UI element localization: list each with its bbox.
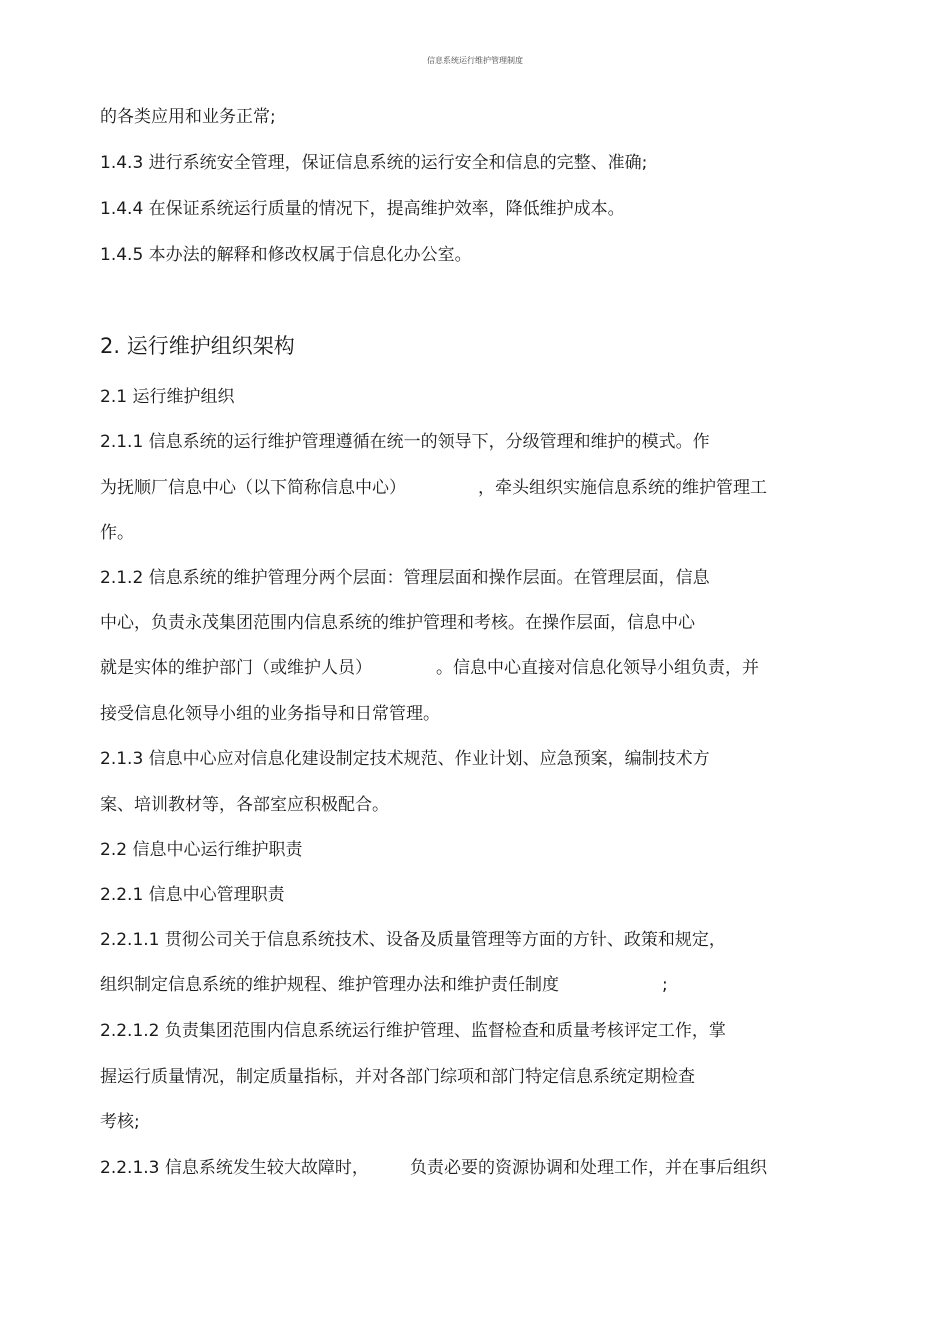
text-line: ; <box>662 975 668 995</box>
text-line: 握运行质量情况，制定质量指标，并对各部门综项和部门特定信息系统定期检查 <box>100 1067 695 1087</box>
text-line: 负责必要的资源协调和处理工作，并在事后组织 <box>410 1158 767 1178</box>
text-line: 考核; <box>100 1112 140 1132</box>
text-line: 1.4.3 进行系统安全管理，保证信息系统的运行安全和信息的完整、准确; <box>100 153 648 173</box>
text-line: 2.2.1.3 信息系统发生较大故障时， <box>100 1158 369 1178</box>
text-line: ，牵头组织实施信息系统的维护管理工 <box>478 478 767 498</box>
text-line: 为抚顺厂信息中心（以下简称信息中心） <box>100 478 406 498</box>
subsection-heading: 2.1 运行维护组织 <box>100 387 235 407</box>
text-line: 组织制定信息系统的维护规程、维护管理办法和维护责任制度 <box>100 975 559 995</box>
subsection-heading: 2.2 信息中心运行维护职责 <box>100 840 303 860</box>
page-header: 信息系统运行维护管理制度 <box>427 56 523 65</box>
text-line: 案、培训教材等，各部室应积极配合。 <box>100 795 389 815</box>
text-line: 2.2.1.2 负责集团范围内信息系统运行维护管理、监督检查和质量考核评定工作，掌 <box>100 1021 726 1041</box>
text-line: 作。 <box>100 523 134 543</box>
text-line: 2.1.1 信息系统的运行维护管理遵循在统一的领导下，分级管理和维护的模式。作 <box>100 432 710 452</box>
text-line: 1.4.4 在保证系统运行质量的情况下，提高维护效率，降低维护成本。 <box>100 199 625 219</box>
text-line: 就是实体的维护部门（或维护人员） <box>100 658 372 678</box>
section-heading: 2. 运行维护组织架构 <box>100 334 295 358</box>
text-line: 的各类应用和业务正常; <box>100 107 276 127</box>
subsection-heading: 2.2.1 信息中心管理职责 <box>100 885 285 905</box>
text-line: 2.1.3 信息中心应对信息化建设制定技术规范、作业计划、应急预案，编制技术方 <box>100 749 710 769</box>
text-line: 1.4.5 本办法的解释和修改权属于信息化办公室。 <box>100 245 472 265</box>
text-line: 。信息中心直接对信息化领导小组负责，并 <box>436 658 759 678</box>
text-line: 接受信息化领导小组的业务指导和日常管理。 <box>100 704 440 724</box>
text-line: 2.2.1.1 贯彻公司关于信息系统技术、设备及质量管理等方面的方针、政策和规定， <box>100 930 726 950</box>
text-line: 中心，负责永茂集团范围内信息系统的维护管理和考核。在操作层面，信息中心 <box>100 613 695 633</box>
text-line: 2.1.2 信息系统的维护管理分两个层面：管理层面和操作层面。在管理层面，信息 <box>100 568 710 588</box>
